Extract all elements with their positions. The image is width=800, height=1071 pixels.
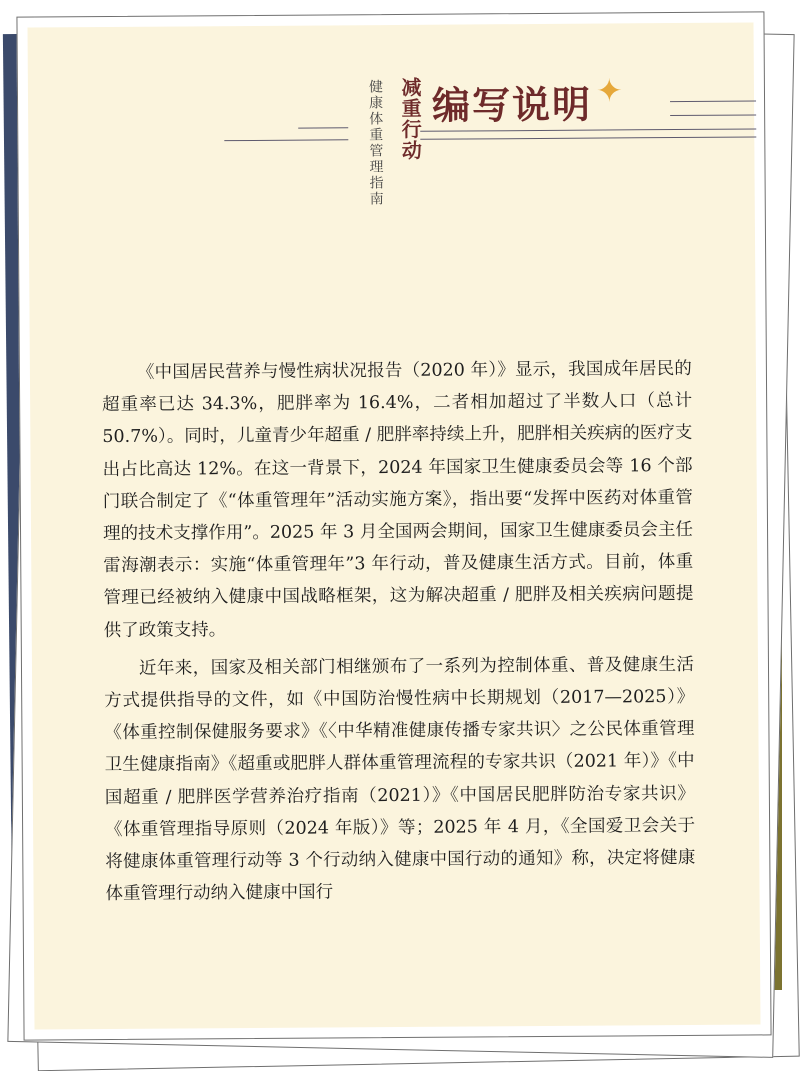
series-title: 减重行动 bbox=[397, 76, 423, 161]
section-title: 编写说明 bbox=[431, 82, 593, 128]
four-point-star-icon: ✦ bbox=[595, 71, 623, 110]
header-rule-top-right bbox=[670, 114, 756, 116]
paragraph: 近年来，国家及相关部门相继颁布了一系列为控制体重、普及健康生活方式提供指导的文件，如《中国防治慢性病中长期规划（2017—2025）》《体重控制保健服务要求》《〈中华精准健康传播专家共识〉之公民体重管理卫生健康指南》《超重或肥胖人群体重管理流程的专家共识（2021 年）》《中国超重 / 肥胖医学营养治疗指南（2021）》《中国居民肥胖防治专家共识》《体重管理指导原则（2024 年版）》等；2025 年 4 月，《全国爱卫会关于将健康体重管理行动等 3 个行动纳入健康中国行动的通知》称，决定将健康体重管理行动纳入健康中国行 bbox=[104, 654, 696, 905]
header-rule-left bbox=[224, 139, 348, 141]
page-header bbox=[17, 12, 767, 257]
header-rule-left-short bbox=[298, 127, 348, 128]
document-page bbox=[16, 11, 771, 1040]
header-rule-top-right bbox=[670, 100, 756, 102]
header-rule-right bbox=[420, 136, 756, 139]
body-text bbox=[102, 353, 696, 917]
paragraph: 《中国居民营养与慢性病状况报告（2020 年）》显示，我国成年居民的超重率已达 34.3%，肥胖率为 16.4%，二者相加超过了半数人口（总计 50.7%）。同时，儿童青少年超重 / 肥胖率持续上升，肥胖相关疾病的医疗支出占比高达 12%。在这一背景下，2024 年国家卫生健康委员会等 16 个部门联合制定了《“体重管理年”活动实施方案》，指出要“发挥中医药对体重管理的技术支撑作用”。2025 年 3 月全国两会期间，国家卫生健康委员会主任雷海潮表示：实施“体重管理年”3 年行动，普及健康生活方式。目前，体重管理已经被纳入健康中国战略框架，这为解决超重 / 肥胖及相关疾病问题提供了政策支持。 bbox=[102, 358, 694, 641]
series-subtitle: 健康体重管理指南 bbox=[366, 79, 384, 208]
